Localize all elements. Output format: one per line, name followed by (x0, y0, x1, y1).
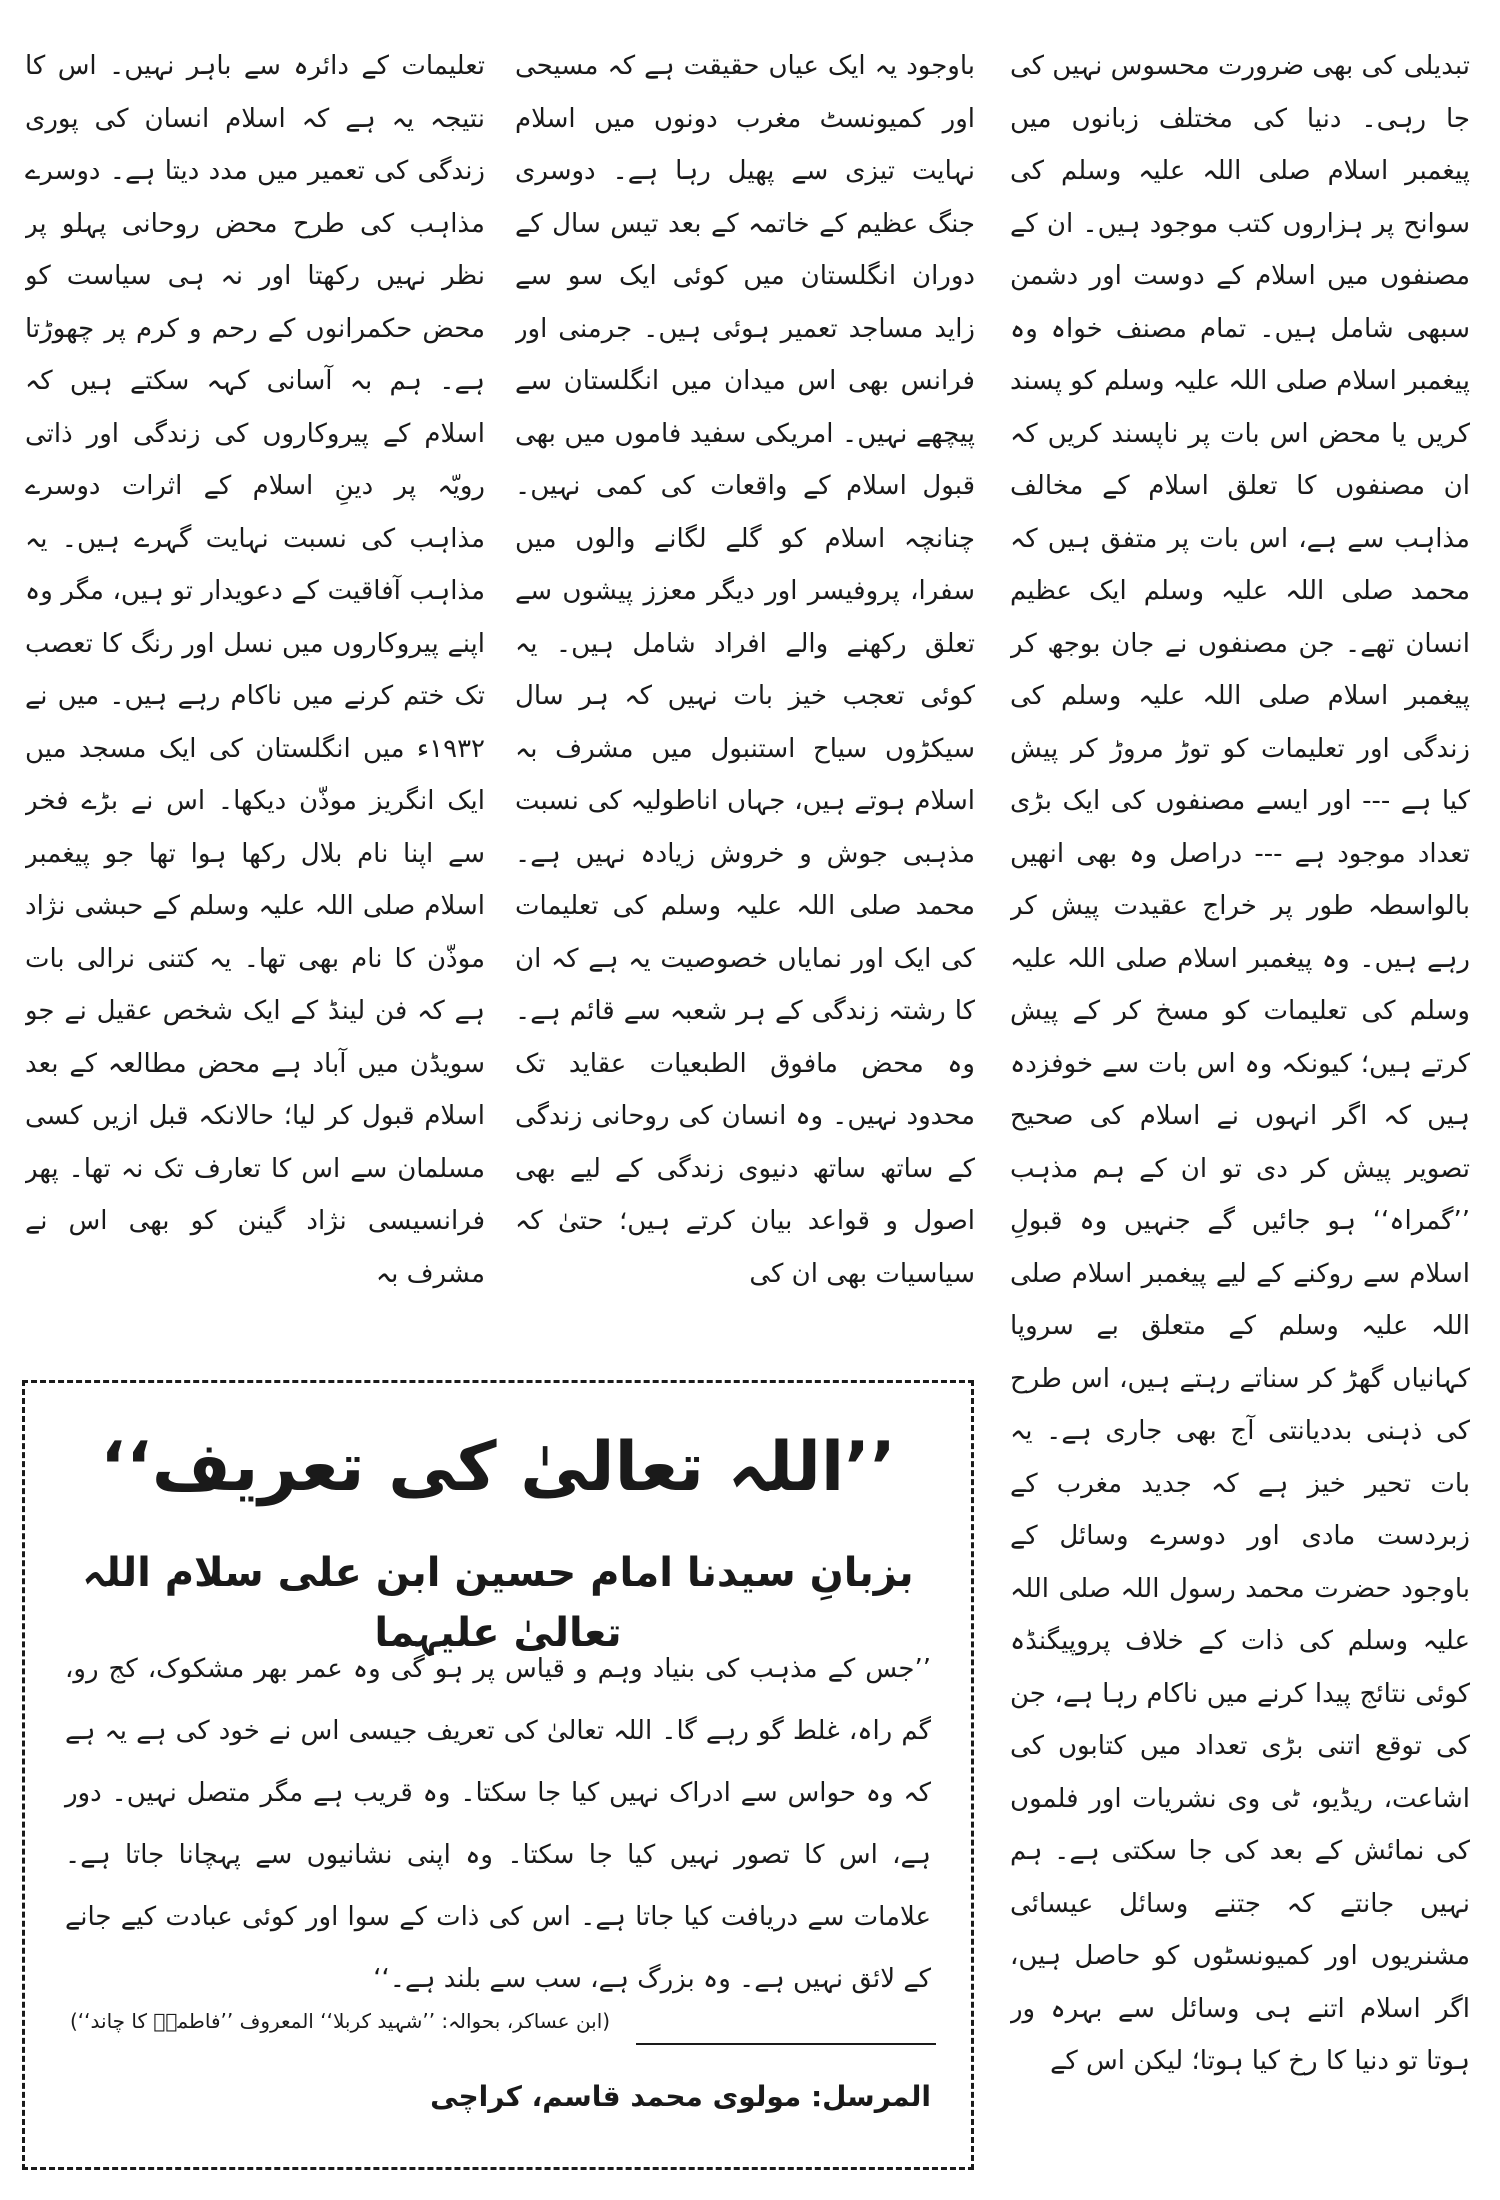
article-column-left (25, 40, 485, 1360)
box-sender: المرسل: مولوی محمد قاسم، کراچی (430, 2080, 931, 2113)
box-reference: (ابن عساکر، بحوالہ: ’’شہید کربلا‘‘ المعروف ’’فاطمہؑ کا چاند‘‘) (70, 2009, 611, 2033)
box-title: ’’اللہ تعالیٰ کی تعریف‘‘ (100, 1428, 896, 1507)
column-text: باوجود یہ ایک عیاں حقیقت ہے کہ مسیحی اور کمیونسٹ مغرب دونوں میں اسلام نہایت تیزی سے پھیل رہا ہے۔ دوسری جنگ عظیم کے خاتمہ کے بعد تیس سال کے دوران انگلستان میں کوئی ایک سو سے زاید مساجد تعمیر ہوئی ہیں۔ جرمنی اور فرانس بھی اس میدان میں انگلستان سے پیچھے نہیں۔ امریکی سفید فاموں میں بھی قبول اسلام کے واقعات کی کمی نہیں۔ چنانچہ اسلام کو گلے لگانے والوں میں سفرا، پروفیسر اور دیگر معزز پیشوں سے تعلق رکھنے والے افراد شامل ہیں۔ یہ کوئی تعجب خیز بات نہیں کہ ہر سال سیکڑوں سیاح استنبول میں مشرف بہ اسلام ہوتے ہیں، جہاں اناطولیہ کی نسبت مذہبی جوش و خروش زیادہ نہیں ہے۔ محمد صلی اللہ علیہ وسلم کی تعلیمات کی ایک اور نمایاں خصوصیت یہ ہے کہ ان کا رشتہ زندگی کے ہر شعبہ سے قائم ہے۔ وہ محض مافوق الطبعیات عقاید تک محدود نہیں۔ وہ انسان کی روحانی زندگی کے ساتھ ساتھ دنیوی زندگی کے لیے بھی اصول و قواعد بیان کرتے ہیں؛ حتیٰ کہ سیاسیات بھی ان کی (515, 51, 975, 1289)
quote-box (22, 1380, 974, 2170)
box-subtitle: بزبانِ سیدنا امام حسین ابن علی سلام اللہ تعالیٰ علیہما (82, 1550, 914, 1656)
sender-divider (636, 2043, 936, 2045)
box-quote-text: ’’جس کے مذہب کی بنیاد وہم و قیاس پر ہو گی وہ عمر بھر مشکوک، کج رو، گم راہ، غلط گو رہے گا۔ اللہ تعالیٰ کی تعریف جیسی اس نے خود کی ہے یہ ہے کہ وہ حواس سے ادراک نہیں کیا جا سکتا۔ وہ قریب ہے مگر متصل نہیں۔ دور ہے، اس کا تصور نہیں کیا جا سکتا۔ وہ اپنی نشانیوں سے پہچانا جاتا ہے۔ علامات سے دریافت کیا جاتا ہے۔ اس کی ذات کے سوا اور کوئی عبادت کیے جانے کے لائق نہیں ہے۔ وہ بزرگ ہے، سب سے بلند ہے۔‘‘ (65, 1654, 931, 1994)
article-column-middle (515, 40, 975, 1360)
column-text: تبدیلی کی بھی ضرورت محسوس نہیں کی جا رہی۔ دنیا کی مختلف زبانوں میں پیغمبر اسلام صلی اللہ علیہ وسلم کی سوانح پر ہزاروں کتب موجود ہیں۔ ان کے مصنفوں میں اسلام کے دوست اور دشمن سبھی شامل ہیں۔ تمام مصنف خواہ وہ پیغمبر اسلام صلی اللہ علیہ وسلم کو پسند کریں یا محض اس بات پر ناپسند کریں کہ ان مصنفوں کا تعلق اسلام کے مخالف مذاہب سے ہے، اس بات پر متفق ہیں کہ محمد صلی اللہ علیہ وسلم ایک عظیم انسان تھے۔ جن مصنفوں نے جان بوجھ کر پیغمبر اسلام صلی اللہ علیہ وسلم کی زندگی اور تعلیمات کو توڑ مروڑ کر پیش کیا ہے --- اور ایسے مصنفوں کی ایک بڑی تعداد موجود ہے --- دراصل وہ بھی انھیں بالواسطہ طور پر خراج عقیدت پیش کر رہے ہیں۔ وہ پیغمبر اسلام صلی اللہ علیہ وسلم کی تعلیمات کو مسخ کر کے پیش کرتے ہیں؛ کیونکہ وہ اس بات سے خوفزدہ ہیں کہ اگر انہوں نے اسلام کی صحیح تصویر پیش کر دی تو ان کے ہم مذہب ’’گمراہ‘‘ ہو جائیں گے جنہیں وہ قبولِ اسلام سے روکنے کے لیے پیغمبر اسلام صلی اللہ علیہ وسلم کے متعلق بے سروپا کہانیاں گھڑ کر سناتے رہتے ہیں، اس طرح کی ذہنی بددیانتی آج بھی جاری ہے۔ یہ بات تحیر خیز ہے کہ جدید مغرب کے زبردست مادی اور دوسرے وسائل کے باوجود حضرت محمد رسول اللہ صلی اللہ علیہ وسلم کی ذات کے خلاف پروپیگنڈہ کوئی نتائج پیدا کرنے میں ناکام رہا ہے، جن کی توقع اتنی بڑی تعداد میں کتابوں کی اشاعت، ریڈیو، ٹی وی نشریات اور فلموں کی نمائش کے بعد کی جا سکتی ہے۔ ہم نہیں جانتے کہ جتنے وسائل عیسائی مشنریوں اور کمیونسٹوں کو حاصل ہیں، اگر اسلام اتنے ہی وسائل سے بہرہ ور ہوتا تو دنیا کا رخ کیا ہوتا؛ لیکن اس کے (1010, 51, 1470, 2076)
column-text: تعلیمات کے دائرہ سے باہر نہیں۔ اس کا نتیجہ یہ ہے کہ اسلام انسان کی پوری زندگی کی تعمیر میں مدد دیتا ہے۔ دوسرے مذاہب کی طرح محض روحانی پہلو پر نظر نہیں رکھتا اور نہ ہی سیاست کو محض حکمرانوں کے رحم و کرم پر چھوڑتا ہے۔ ہم بہ آسانی کہہ سکتے ہیں کہ اسلام کے پیروکاروں کی زندگی اور ذاتی رویّہ پر دینِ اسلام کے اثرات دوسرے مذاہب کی نسبت نہایت گہرے ہیں۔ یہ مذاہب آفاقیت کے دعویدار تو ہیں، مگر وہ اپنے پیروکاروں میں نسل اور رنگ کا تعصب تک ختم کرنے میں ناکام رہے ہیں۔ میں نے ۱۹۳۲ء میں انگلستان کی ایک مسجد میں ایک انگریز موذّن دیکھا۔ اس نے بڑے فخر سے اپنا نام بلال رکھا ہوا تھا جو پیغمبر اسلام صلی اللہ علیہ وسلم کے حبشی نژاد موذّن کا نام بھی تھا۔ یہ کتنی نرالی بات ہے کہ فن لینڈ کے ایک شخص عقیل نے جو سویڈن میں آباد ہے محض مطالعہ کے بعد اسلام قبول کر لیا؛ حالانکہ قبل ازیں کسی مسلمان سے اس کا تعارف تک نہ تھا۔ پھر فرانسیسی نژاد گینن کو بھی اس نے مشرف بہ (25, 51, 485, 1289)
article-column-right (1010, 40, 1470, 2180)
